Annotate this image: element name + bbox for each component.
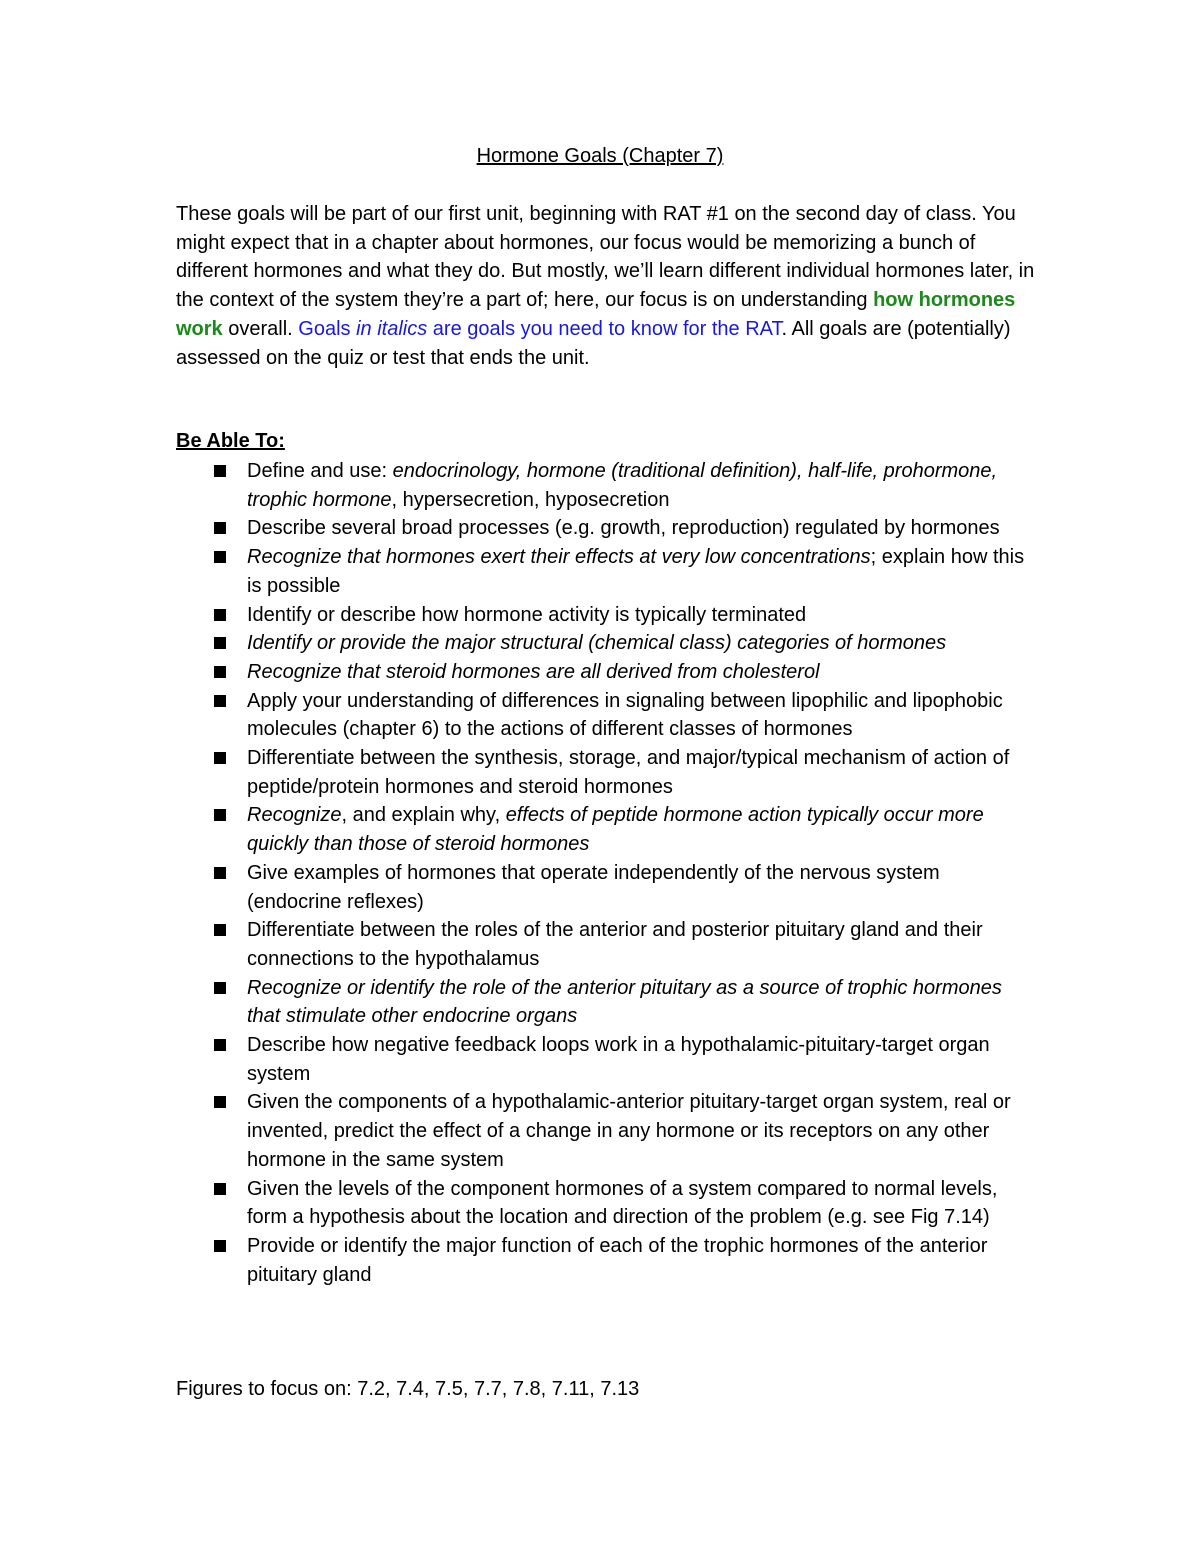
square-bullet-icon — [214, 522, 226, 534]
intro-text-1: These goals will be part of our first unit, beginning with RAT #1 on the second day of class. You might expect that in a chapter about hormones, our focus would be memorizing a bunch of different hormones and what they do. But mostly, we’ll learn different individual hormones later, in the context of the system they’re a part of; here, our focus is on understanding — [176, 203, 1035, 312]
square-bullet-icon — [214, 551, 226, 563]
square-bullet-icon — [214, 809, 226, 821]
goal-item — [176, 687, 1036, 744]
goal-text-ai0: Recognize that steroid hormones are all derived from cholesterol — [247, 660, 820, 683]
goal-item — [176, 744, 1036, 801]
intro-text-2: overall. — [222, 317, 299, 340]
goal-text-ai0: Recognize — [247, 804, 342, 827]
goal-text-a: Define and use: — [247, 460, 393, 482]
goal-text-a: Identify or describe how hormone activity is typically terminated — [247, 603, 807, 626]
goal-text-a: Provide or identify the major function of each of the trophic hormones of the anterior pituitary gland — [247, 1234, 988, 1286]
square-bullet-icon — [214, 1240, 226, 1252]
goal-item — [176, 514, 1036, 543]
goal-text-b: , hypersecretion, hyposecretion — [391, 488, 670, 511]
goal-text-b: ; explain how this is possible — [247, 546, 1025, 597]
square-bullet-icon — [214, 695, 226, 707]
goal-text-a: Given the levels of the component hormones of a system compared to normal levels, form a hypothesis about the location and direction of the problem (e.g. see Fig 7.14) — [247, 1177, 998, 1229]
square-bullet-icon — [214, 666, 226, 678]
goal-text-ai: endocrinology, hormone (traditional definition), half-life, prohormone, trophic hormone — [247, 460, 998, 511]
intro-highlight-blue-b: are goals you need to know for the RAT — [427, 317, 782, 340]
goal-item — [176, 629, 1036, 658]
intro-highlight-blue-a: Goals — [298, 317, 357, 340]
goal-item — [176, 1232, 1036, 1289]
goal-item — [176, 859, 1036, 916]
goal-text-a: Describe several broad processes (e.g. growth, reproduction) regulated by hormones — [247, 517, 1000, 540]
goal-item — [176, 601, 1036, 630]
square-bullet-icon — [214, 637, 226, 649]
goal-text-a: Give examples of hormones that operate independently of the nervous system (endocrine reflexes) — [247, 861, 940, 913]
square-bullet-icon — [214, 1096, 226, 1108]
section-heading: Be Able To: — [176, 430, 285, 452]
goal-text-a: Differentiate between the roles of the anterior and posterior pituitary gland and their connections to the hypothalamus — [247, 919, 983, 970]
square-bullet-icon — [214, 752, 226, 764]
goal-text-ai0: Recognize or identify the role of the anterior pituitary as a source of trophic hormones that stimulate other endocrine organs — [247, 976, 1002, 1028]
intro-highlight-green: how hormones work — [176, 289, 1016, 340]
intro-paragraph — [176, 200, 1036, 372]
goal-text-a: Given the components of a hypothalamic-anterior pituitary-target organ system, real or invented, predict the effect of a change in any hormone or its receptors on any other hormone in the same system — [247, 1091, 1011, 1171]
goal-item — [176, 916, 1036, 973]
goal-text-ai0: Identify or provide the major structural (chemical class) categories of hormones — [247, 632, 947, 655]
goal-item — [176, 543, 1036, 600]
square-bullet-icon — [214, 609, 226, 621]
goal-text-b: , and explain why, — [341, 804, 506, 827]
square-bullet-icon — [214, 1039, 226, 1051]
goal-text-a: Describe how negative feedback loops work in a hypothalamic-pituitary-target organ system — [247, 1034, 990, 1085]
goals-list — [176, 457, 1036, 1289]
goal-text-ai: effects of peptide hormone action typically occur more quickly than those of steroid hormones — [247, 804, 984, 856]
goal-text-a: Differentiate between the synthesis, storage, and major/typical mechanism of action of peptide/protein hormones and steroid hormones — [247, 747, 1010, 798]
goal-item — [176, 974, 1036, 1031]
goal-item — [176, 1031, 1036, 1088]
square-bullet-icon — [214, 982, 226, 994]
goal-item — [176, 1175, 1036, 1232]
goal-item — [176, 801, 1036, 858]
goal-item — [176, 457, 1036, 514]
goal-item — [176, 1088, 1036, 1174]
square-bullet-icon — [214, 1183, 226, 1195]
intro-highlight-blue-italic: in italics — [356, 317, 428, 340]
goal-text-a: Apply your understanding of differences in signaling between lipophilic and lipophobic molecules (chapter 6) to the actions of different classes of hormones — [247, 689, 1003, 741]
page-title: Hormone Goals (Chapter 7) — [476, 145, 724, 167]
figures-line: Figures to focus on: 7.2, 7.4, 7.5, 7.7, 7.8, 7.11, 7.13 — [176, 1378, 640, 1400]
square-bullet-icon — [214, 465, 226, 477]
intro-text-3: . All goals are (potentially) assessed on the quiz or test that ends the unit. — [176, 317, 1011, 369]
goal-item — [176, 658, 1036, 687]
square-bullet-icon — [214, 924, 226, 936]
square-bullet-icon — [214, 867, 226, 879]
goal-text-ai0: Recognize that hormones exert their effects at very low concentrations — [247, 546, 871, 569]
